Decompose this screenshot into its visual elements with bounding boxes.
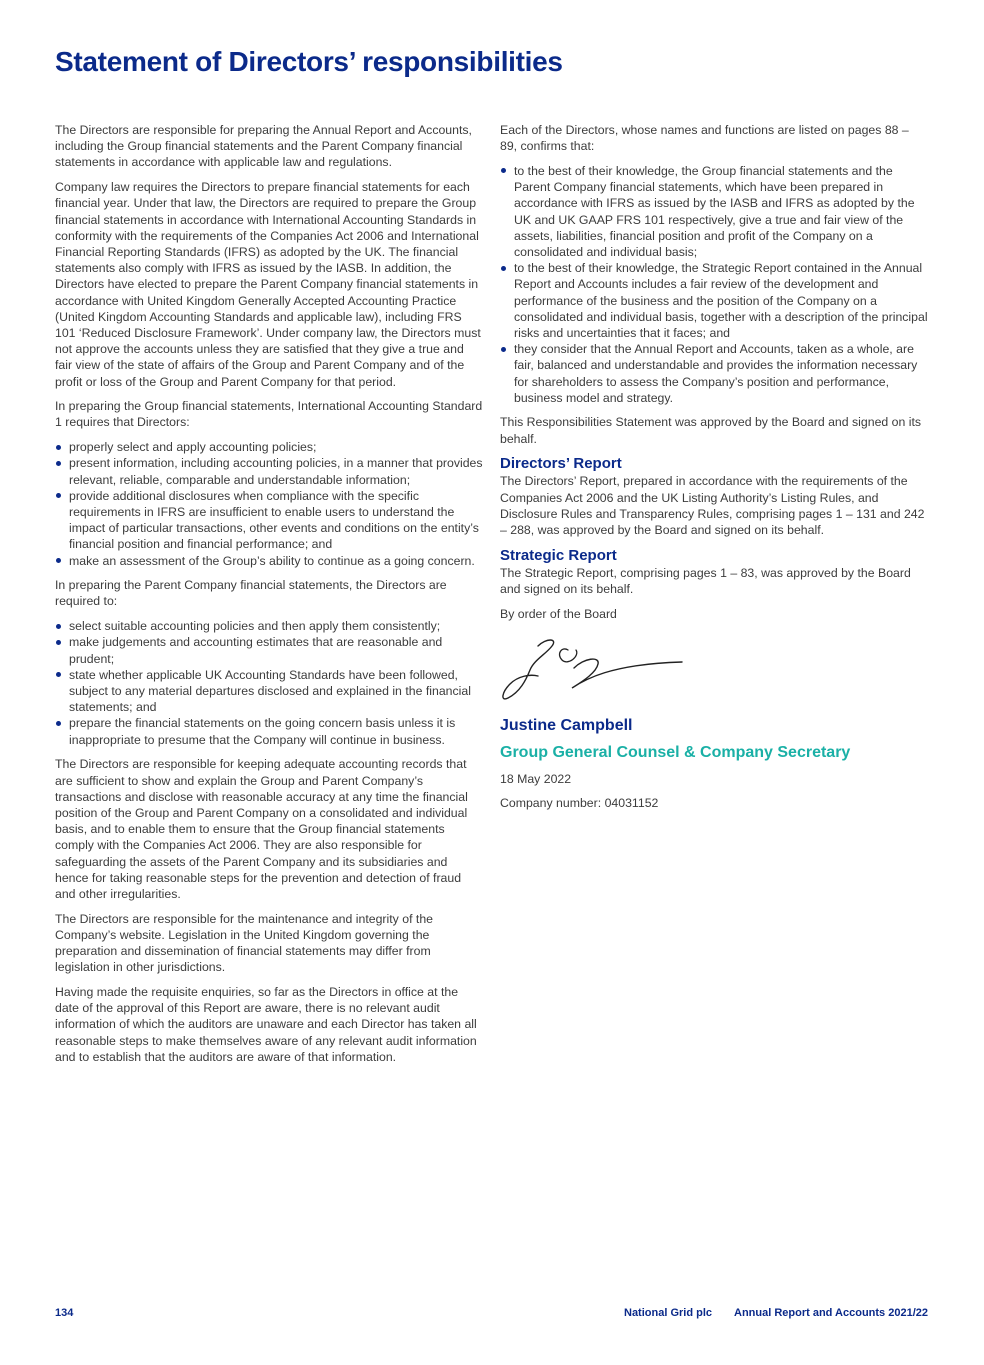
- directors-report-heading: Directors’ Report: [500, 455, 622, 473]
- list-item: to the best of their knowledge, the Strategic Report contained in the Annual Report and Accounts includes a fair review of the development and performance of the business and the position of the Company on a consolidated and individual basis, together with a description of the principal risks and uncertainties that it faces; and: [500, 260, 928, 341]
- list-item: to the best of their knowledge, the Group financial statements and the Parent Company financial statements, which have been prepared in accordance with IFRS as issued by the IASB and IFRS as adopted by the UK and UK GAAP FRS 101 respectively, give a true and fair view of the assets, liabilities, financial position and profit of the Company on a consolidated and individual basis;: [500, 163, 928, 260]
- list-item: prepare the financial statements on the going concern basis unless it is inappropriate to presume that the Company will continue in business.: [55, 715, 483, 747]
- list-item: properly select and apply accounting policies;: [55, 439, 483, 455]
- page-title: Statement of Directors’ responsibilities: [55, 46, 563, 77]
- signatory-role: Group General Counsel & Company Secretary: [500, 744, 851, 762]
- right-column: [500, 122, 928, 820]
- signatory-name: Justine Campbell: [500, 716, 633, 734]
- list-item: present information, including accounting policies, in a manner that provides relevant, reliable, comparable and understandable information;: [55, 455, 483, 487]
- footer-company: National Grid plc: [624, 1307, 713, 1319]
- paragraph: Having made the requisite enquiries, so far as the Directors in office at the date of the approval of this Report are aware, there is no relevant audit information of which the auditors are unaware and each Director has taken all reasonable steps to make themselves aware of any relevant audit information and to establish that the auditors are aware of that information.: [55, 984, 477, 1064]
- paragraph: Each of the Directors, whose names and functions are listed on pages 88 – 89, confirms that:: [500, 123, 909, 154]
- signature-image: [500, 634, 690, 706]
- paragraph: The Strategic Report, comprising pages 1 – 83, was approved by the Board and signed on its behalf.: [500, 565, 911, 596]
- paragraph: The Directors are responsible for the maintenance and integrity of the Company’s website. Legislation in the United Kingdom governing the preparation and dissemination of financial statements may differ from legislation in other jurisdictions.: [55, 911, 433, 975]
- strategic-report-heading: Strategic Report: [500, 546, 617, 564]
- footer-publication: [624, 1307, 928, 1319]
- paragraph: The Directors are responsible for keeping adequate accounting records that are sufficient to show and explain the Group and Parent Company’s transactions and disclose with reasonable accuracy at any time the financial position of the Group and Parent Company on a consolidated and individual basis, and to enable them to ensure that the Group financial statements comply with the Companies Act 2006. They are also responsible for safeguarding the assets of the Parent Company and its subsidiaries and hence for taking reasonable steps for the prevention and detection of fraud and other irregularities.: [55, 757, 468, 901]
- paragraph: The Directors are responsible for preparing the Annual Report and Accounts, including the Group financial statements and the Parent Company financial statements in accordance with applicable law and regulations.: [55, 123, 472, 170]
- group-requirements-list: [55, 439, 483, 569]
- signature-date: 18 May 2022: [500, 771, 572, 786]
- list-item: state whether applicable UK Accounting Standards have been followed, subject to any material departures disclosed and explained in the financial statements; and: [55, 667, 483, 716]
- list-item: make an assessment of the Group’s ability to continue as a going concern.: [55, 553, 483, 569]
- list-item: provide additional disclosures when compliance with the specific requirements in IFRS are insufficient to enable users to understand the impact of particular transactions, other events and conditions on the entity’s financial position and financial performance; and: [55, 488, 483, 553]
- confirmations-list: [500, 163, 928, 406]
- paragraph: In preparing the Group financial statements, International Accounting Standard 1 requires that Directors:: [55, 399, 483, 430]
- paragraph: The Directors’ Report, prepared in accordance with the requirements of the Companies Act 2006 and the UK Listing Authority’s Listing Rules, and Disclosure Rules and Transparency Rules, comprising pages 1 – 131 and 242 – 288, was approved by the Board and signed on its behalf.: [500, 474, 925, 537]
- page-number: 134: [55, 1307, 74, 1319]
- paragraph: This Responsibilities Statement was approved by the Board and signed on its behalf.: [500, 415, 922, 446]
- list-item: make judgements and accounting estimates that are reasonable and prudent;: [55, 634, 483, 666]
- parent-requirements-list: [55, 618, 483, 748]
- list-item: select suitable accounting policies and then apply them consistently;: [55, 618, 483, 634]
- paragraph: Company law requires the Directors to prepare financial statements for each financial year. Under that law, the Directors are required to prepare the Group financial statements in accordance with International Accounting Standards in conformity with the requirements of the Companies Act 2006 and International Financial Reporting Standards (IFRS) as adopted by the UK. The financial statements also comply with IFRS as issued by the IASB. In addition, the Directors have elected to prepare the Parent Company financial statements in accordance with United Kingdom Generally Accepted Accounting Practice (United Kingdom Accounting Standards and applicable law), including FRS 101 ‘Reduced Disclosure Framework’. Under company law, the Directors must not approve the accounts unless they are satisfied that they give a true and fair view of the state of affairs of the Group and Parent Company and of the profit or loss of the Group and Parent Company for that period.: [55, 180, 481, 389]
- company-number: Company number: 04031152: [500, 796, 659, 811]
- paragraph: In preparing the Parent Company financial statements, the Directors are required to:: [55, 578, 447, 609]
- list-item: they consider that the Annual Report and Accounts, taken as a whole, are fair, balanced and understandable and provides the information necessary for shareholders to assess the Company’s position and performance, business model and strategy.: [500, 341, 928, 406]
- left-column: [55, 122, 483, 1073]
- by-order-text: By order of the Board: [500, 606, 617, 621]
- footer-report-title: Annual Report and Accounts 2021/22: [734, 1307, 928, 1319]
